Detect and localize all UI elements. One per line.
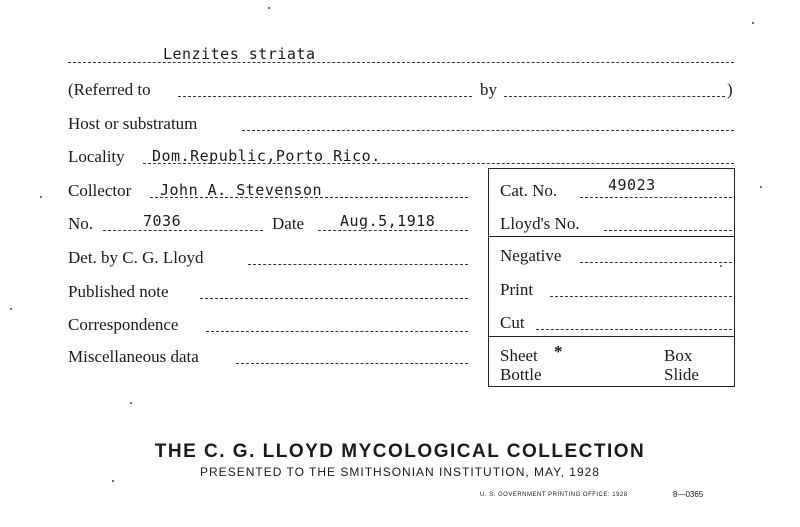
cut-label: Cut	[500, 313, 525, 332]
correspondence-line	[206, 331, 468, 332]
no-label: No.	[68, 214, 94, 233]
printer-imprint: U. S. GOVERNMENT PRINTING OFFICE: 1928	[480, 492, 628, 498]
print-line	[550, 296, 732, 297]
sheet-mark: *	[554, 342, 563, 361]
species-name: Lenzites striata	[163, 45, 316, 63]
scan-speck	[760, 186, 762, 188]
date-value: Aug.5,1918	[340, 212, 436, 230]
sheet-label: Sheet	[500, 346, 538, 365]
negative-label: Negative	[500, 246, 562, 265]
box-top-border	[488, 168, 734, 169]
slide-label: Slide	[664, 365, 699, 384]
correspondence-label: Correspondence	[68, 315, 179, 334]
scan-speck	[130, 402, 132, 404]
referred-to-label: (Referred to	[68, 80, 151, 99]
by-line	[504, 96, 725, 97]
host-label: Host or substratum	[68, 114, 198, 133]
date-label: Date	[272, 214, 305, 233]
det-by-label: Det. by C. G. Lloyd	[68, 248, 204, 267]
collection-subtitle: PRESENTED TO THE SMITHSONIAN INSTITUTION, MAY, 1928	[200, 465, 600, 479]
box-label: Box	[664, 346, 693, 365]
host-line	[242, 130, 734, 131]
no-value: 7036	[143, 212, 182, 230]
misc-line	[236, 363, 468, 364]
scan-speck	[268, 7, 270, 9]
cat-no-value: 49023	[608, 176, 656, 194]
by-label: by	[480, 80, 497, 99]
locality-label: Locality	[68, 147, 125, 166]
det-by-line	[248, 264, 468, 265]
cut-line	[536, 329, 732, 330]
box-right-border	[734, 168, 735, 387]
box-divider-upper	[488, 236, 734, 237]
scan-speck	[720, 265, 722, 267]
lloyds-no-label: Lloyd's No.	[500, 214, 580, 233]
form-number: 8—0365	[673, 490, 704, 499]
close-paren: )	[727, 80, 733, 99]
misc-label: Miscellaneous data	[68, 347, 199, 366]
scan-speck	[40, 196, 42, 198]
negative-line	[580, 262, 732, 263]
collection-title: THE C. G. LLOYD MYCOLOGICAL COLLECTION	[154, 441, 646, 462]
print-label: Print	[500, 280, 534, 299]
cat-no-label: Cat. No.	[500, 181, 558, 200]
locality-value: Dom.Republic,Porto Rico.	[152, 147, 381, 165]
no-line	[103, 230, 263, 231]
box-divider-lower	[488, 336, 734, 337]
box-bottom-border	[488, 386, 734, 387]
published-note-line	[200, 298, 468, 299]
box-left-border	[488, 168, 489, 387]
bottle-label: Bottle	[500, 365, 542, 384]
scan-speck	[10, 308, 12, 310]
collector-value: John A. Stevenson	[160, 181, 323, 199]
published-note-label: Published note	[68, 282, 169, 301]
date-line	[318, 230, 468, 231]
referred-to-line	[178, 96, 472, 97]
lloyds-no-line	[604, 230, 732, 231]
scan-speck	[752, 22, 754, 24]
collector-label: Collector	[68, 181, 132, 200]
scan-speck	[112, 480, 114, 482]
cat-no-line	[580, 197, 732, 198]
